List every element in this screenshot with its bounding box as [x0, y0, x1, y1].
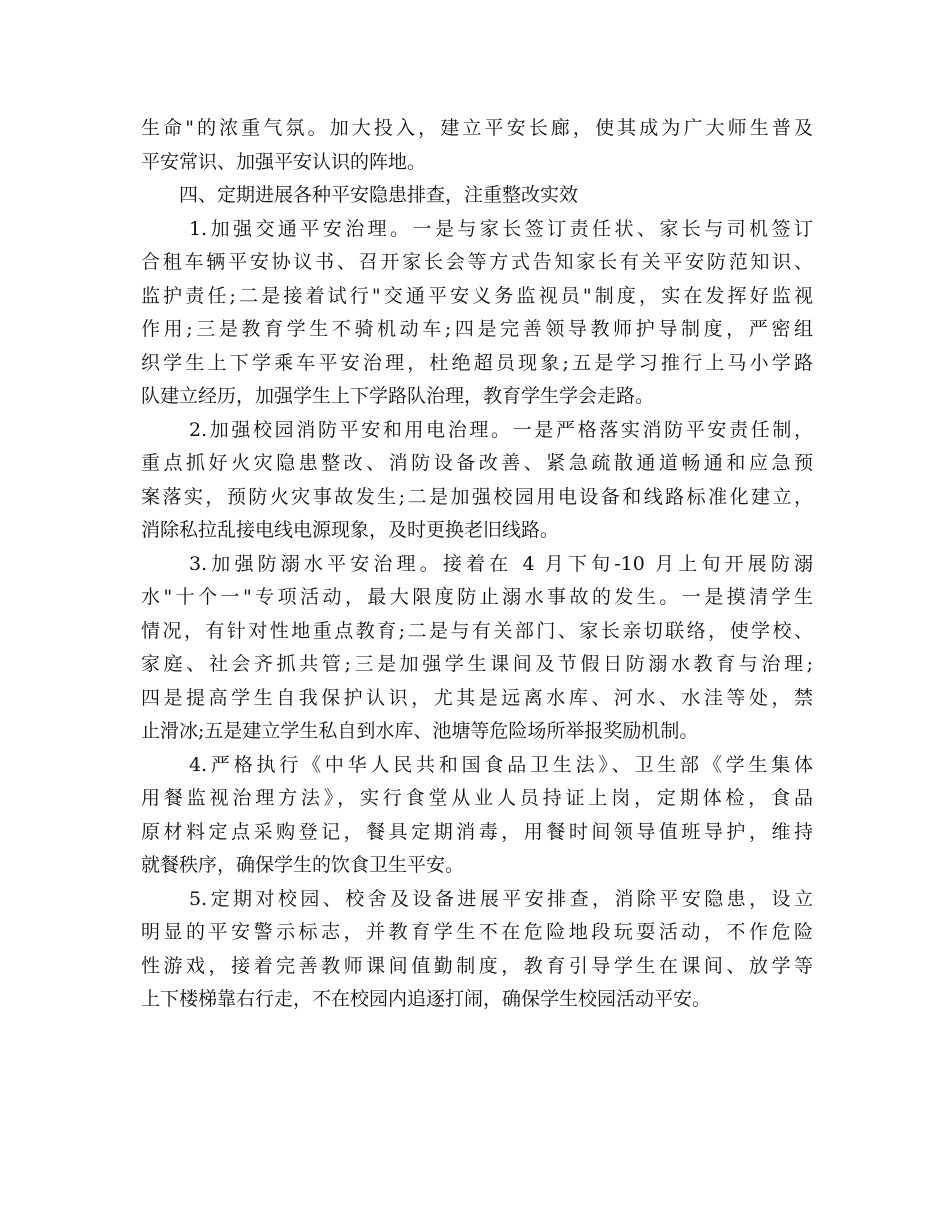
text-line: 原材料定点采购登记，餐具定期消毒，用餐时间领导值班导护，维持 [141, 820, 813, 843]
paragraph-item-1 [141, 213, 813, 414]
section-heading-text: 四、定期进展各种平安隐患排查，注重整改实效 [179, 184, 579, 206]
text-line: 明显的平安警示标志，并教育学生不在危险地段玩耍活动，不作危险 [141, 921, 813, 943]
text-line: 就餐秩序，确保学生的饮食卫生平安。 [141, 854, 465, 876]
text-line: 用餐监视治理方法》，实行食堂从业人员持证上岗，定期体检，食品 [141, 787, 813, 809]
text-line: 止滑冰;五是建立学生私自到水库、池塘等危险场所举报奖励机制。 [141, 720, 699, 742]
text-line: 1.加强交通平安治理。一是与家长签订责任状、家长与司机签订 [189, 217, 813, 240]
paragraph-item-2 [141, 414, 813, 548]
paragraph-intro-continuation [141, 112, 813, 179]
text-line: 作用;三是教育学生不骑机动车;四是完善领导教师护导制度，严密组 [141, 318, 813, 340]
text-line: 家庭、社会齐抓共管;三是加强学生课间及节假日防溺水教育与治理; [141, 653, 813, 675]
text-line: 四是提高学生自我保护认识，尤其是远离水库、河水、水洼等处，禁 [141, 686, 813, 709]
text-line: 3.加强防溺水平安治理。接着在 4 月下旬-10 月上旬开展防溺 [189, 552, 813, 575]
text-line: 案落实，预防火灾事故发生;二是加强校园用电设备和线路标准化建立， [141, 485, 813, 508]
text-line: 上下楼梯靠右行走，不在校园内追逐打闹，确保学生校园活动平安。 [141, 988, 712, 1010]
text-line: 消除私拉乱接电线电源现象，及时更换老旧线路。 [141, 519, 560, 541]
text-line: 生命"的浓重气氛。加大投入，建立平安长廊，使其成为广大师生普及 [141, 117, 813, 139]
text-line: 平安常识、加强平安认识的阵地。 [141, 150, 427, 173]
text-line: 情况，有针对性地重点教育;二是与有关部门、家长亲切联络，使学校、 [141, 619, 813, 642]
section-heading [141, 179, 813, 213]
text-line: 性游戏，接着完善教师课间值勤制度，教育引导学生在课间、放学等 [141, 954, 813, 977]
text-line: 合租车辆平安协议书、召开家长会等方式告知家长有关平安防范知识、 [141, 251, 813, 273]
text-line: 2.加强校园消防平安和用电治理。一是严格落实消防平安责任制， [189, 418, 813, 441]
text-line: 监护责任;二是接着试行"交通平安义务监视员"制度，实在发挥好监视 [141, 284, 813, 307]
text-line: 重点抓好火灾隐患整改、消防设备改善、紧急疏散通道畅通和应急预 [141, 452, 813, 474]
paragraph-item-5 [141, 883, 813, 1017]
text-line: 队建立经历，加强学生上下学路队治理，教育学生学会走路。 [141, 385, 655, 407]
text-line: 5.定期对校园、校舍及设备进展平安排查，消除平安隐患，设立 [189, 887, 813, 910]
paragraph-item-4 [141, 749, 813, 883]
paragraph-item-3 [141, 548, 813, 749]
text-line: 水"十个一"专项活动，最大限度防止溺水事故的发生。一是摸清学生 [141, 586, 813, 608]
document-body [141, 112, 813, 1017]
text-line: 4.严格执行《中华人民共和国食品卫生法》、卫生部《学生集体 [189, 753, 813, 776]
text-line: 织学生上下学乘车平安治理，杜绝超员现象;五是学习推行上马小学路 [141, 351, 813, 374]
